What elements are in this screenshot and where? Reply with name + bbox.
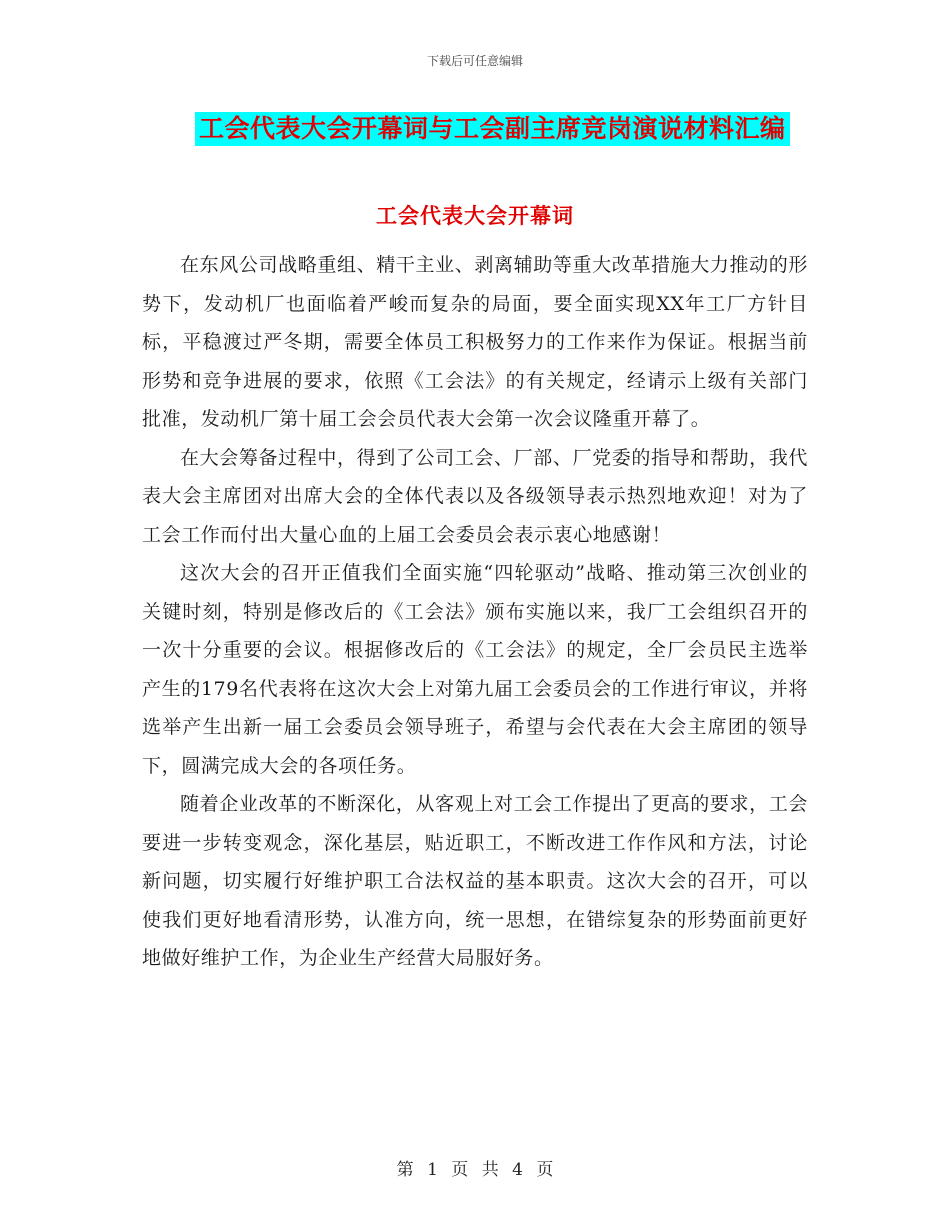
paragraph: 在东风公司战略重组、精干主业、剥离辅助等重大改革措施大力推动的形势下，发动机厂也面临着严峻而复杂的局面，要全面实现XX年工厂方针目标，平稳渡过严冬期，需要全体员工积极努力的工作来作为保证。根据当前形势和竞争进展的要求，依照《工会法》的有关规定，经请示上级有关部门批准，发动机厂第十届工会会员代表大会第一次会议隆重开幕了。 — [142, 254, 808, 430]
page-number: 第 1 页 共 4 页 — [396, 1160, 554, 1180]
paragraph: 随着企业改革的不断深化，从客观上对工会工作提出了更高的要求，工会要进一步转变观念，深化基层，贴近职工，不断改进工作作风和方法，讨论新问题，切实履行好维护职工合法权益的基本职责。这次大会的召开，可以使我们更好地看清形势，认准方向，统一思想，在错综复杂的形势面前更好地做好维护工作，为企业生产经营大局服好务。 — [142, 793, 808, 969]
section-title: 工会代表大会开幕词 — [376, 203, 574, 228]
paragraph: 在大会筹备过程中，得到了公司工会、厂部、厂党委的指导和帮助，我代表大会主席团对出席大会的全体代表以及各级领导表示热烈地欢迎！对为了工会工作而付出大量心血的上届工会委员会表示衷心地感谢！ — [142, 446, 808, 546]
document-body — [142, 246, 808, 978]
paragraph: 这次大会的召开正值我们全面实施“四轮驱动”战略、推动第三次创业的关键时刻，特别是修改后的《工会法》颁布实施以来，我厂工会组织召开的一次十分重要的会议。根据修改后的《工会法》的规定，全厂会员民主选举产生的179名代表将在这次大会上对第九届工会委员会的工作进行审议，并将选举产生出新一届工会委员会领导班子，希望与会代表在大会主席团的领导下，圆满完成大会的各项任务。 — [142, 562, 808, 777]
header-note: 下载后可任意编辑 — [426, 54, 523, 68]
document-title: 工会代表大会开幕词与工会副主席竞岗演说材料汇编 — [195, 112, 790, 146]
